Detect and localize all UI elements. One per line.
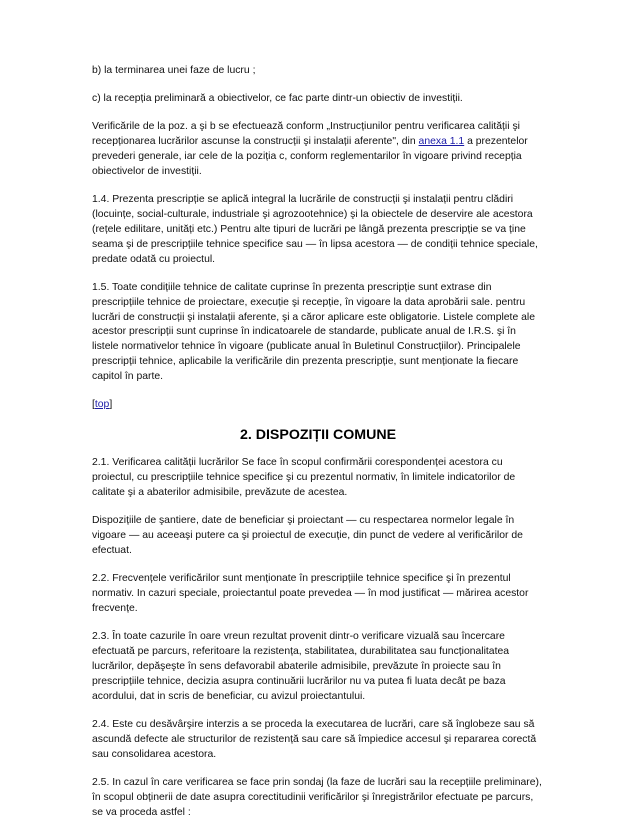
top-bracket-close: ]	[109, 399, 113, 411]
verificari-text-start: Verificările de la poz. a şi b se efectuează conform „Instrucțiunilor pentru verificarea calității şi recepționarea lucrărilor ascunse la construcții şi instalații aferente", din	[92, 121, 520, 148]
section-heading: 2. DISPOZIȚII COMUNE	[239, 427, 397, 444]
anexa-link[interactable]: anexa 1.1	[418, 136, 465, 148]
paragraph-2-3: 2.3. În toate cazurile în oare vreun rezultat provenit dintr-o verificare vizuală sau încercare efectuată pe parcurs, referitoare la rezistența, stabilitatea, durabilitatea sau funcționalitatea lucrărilor, depăşeşte în sens defavorabil abaterile admisibile, prevăzute în proiecte sau în prescripțiile tehnice, decizia asupra continuării lucrărilor nu va putea fi luata decât pe baza acordului, dat in scris de beneficiar, cu avizul proiectantului.	[92, 631, 510, 702]
paragraph-2-2: 2.2. Frecvențele verificărilor sunt menționate în prescripțiile tehnice specifice şi în prezentul normativ. In cazuri speciale, proiectantul poate prevedea — în mod justificat — mărirea acestor frecvențe.	[92, 573, 529, 614]
top-link-line	[92, 398, 544, 413]
paragraph-c: c) la recepția preliminară a obiectivelor, ce fac parte dintr-un obiectiv de investiții.	[92, 93, 463, 105]
paragraph-1-4: 1.4. Prezenta prescripție se aplică integral la lucrările de construcții şi instalații pentru clădiri (locuințe, social-culturale, industriale şi agrozootehnice) şi la obiectele de deservire ale acestora (rețele edilitare, unități etc.) Pentru alte tipuri de lucrări pe lângă prezenta prescripție se va ține seama şi de prescripțiile tehnice specifice sau — în lipsa acestora — de condiții tehnice speciale, predate odată cu proiectul.	[92, 194, 538, 265]
paragraph-dispozitii: Dispozițiile de şantiere, date de beneficiar şi proiectant — cu respectarea normelor legale în vigoare — au aceeaşi putere ca şi proiectul de execuție, din punct de vedere al verificărilor de efectuat.	[92, 515, 523, 557]
paragraph-2-4: 2.4. Este cu desăvârşire interzis a se proceda la executarea de lucrări, care să înglobeze sau să ascundă defecte ale structurilor de rezistență sau care să împiedice accesul şi repararea corectă sau consolidarea acestora.	[92, 718, 537, 760]
verificari-text-end: a prezentelor prevederi generale, iar cele de la poziția c, conform reglementarilor în vigoare privind recepția obiectivelor de investiții.	[92, 136, 528, 177]
paragraph-2-1: 2.1. Verificarea calității lucrărilor Se face în scopul confirmării corespondenței acestora cu proiectul, cu prescripțiile tehnice specifice şi cu prezentul normativ, în limitele indicatorilor de calitate şi a abaterilor admisibile, prevăzute de acestea.	[92, 457, 516, 499]
paragraph-1-5: 1.5. Toate condițiile tehnice de calitate cuprinse în prezenta prescripție sunt extrase din prescripțiile tehnice de proiectare, execuție şi recepție, în vigoare la data aprobării sale. pentru lucrări de construcții şi instalații aferente, şi a căror aplicare este obligatorie. Listele complete ale acestor prescripții sunt cuprinse în indicatoarele de standarde, publicate anual de I.R.S. şi în listele normativelor tehnice în vigoare (publicate anual în Buletinul Construcțiilor). Principalele prescripții tehnice, aplicabile la verificările din prezenta prescripție, sunt menționate la fiecare capitol în parte.	[92, 281, 535, 383]
paragraph-2-5: 2.5. In cazul în care verificarea se face prin sondaj (la faze de lucrări sau la recepțiile preliminare), în scopul obținerii de date asupra corectitudinii verificărilor şi înregistrărilor efectuate pe parcurs, se va proceda astfel :	[92, 776, 542, 818]
paragraph-b: b) la terminarea unei faze de lucru ;	[92, 65, 256, 76]
paragraph-verificari	[92, 120, 544, 180]
top-link[interactable]: top	[94, 399, 110, 411]
top-bracket-open: [	[92, 399, 95, 411]
document-page	[92, 64, 544, 834]
